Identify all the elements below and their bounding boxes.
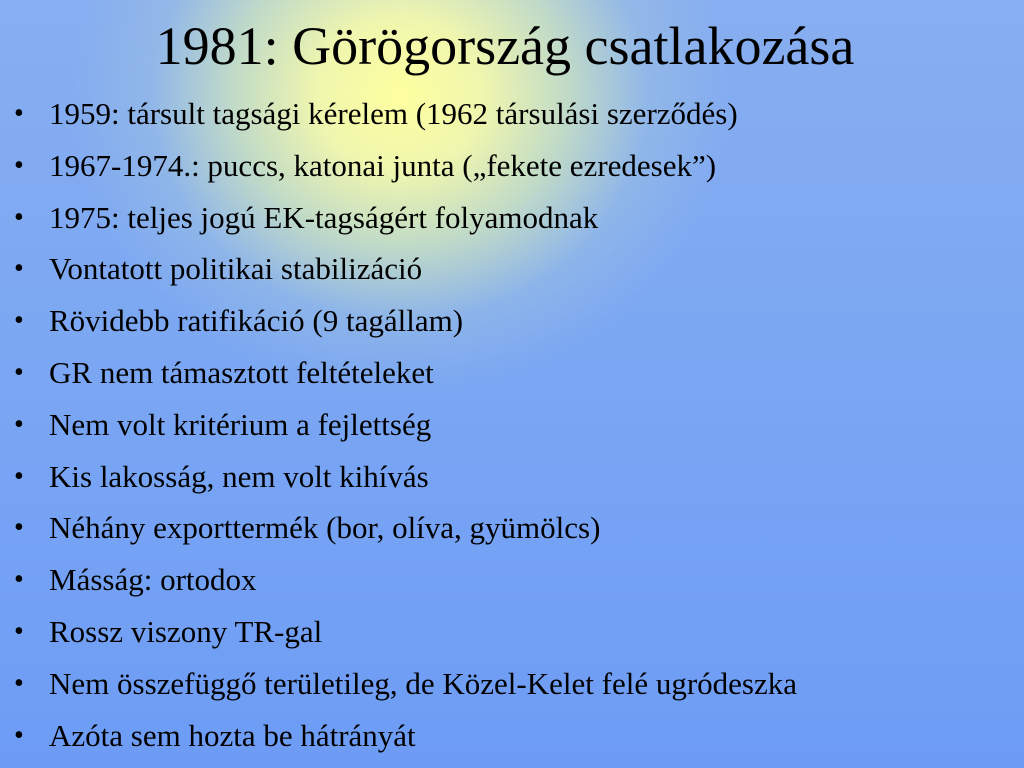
bullet-icon: • — [14, 719, 24, 751]
bullet-text: Rövidebb ratifikáció (9 tagállam) — [49, 303, 464, 339]
bullet-icon: • — [14, 305, 24, 337]
bullet-icon: • — [14, 201, 24, 233]
bullet-text: Vontatott politikai stabilizáció — [49, 251, 423, 287]
bullet-text: Kis lakosság, nem volt kihívás — [49, 458, 429, 494]
slide-title: 1981: Görögország csatlakozása — [155, 16, 855, 76]
bullet-text: Másság: ortodox — [49, 562, 257, 598]
bullet-icon: • — [14, 149, 24, 181]
bullet-icon: • — [14, 98, 24, 129]
bullet-text: Rossz viszony TR-gal — [49, 613, 323, 649]
bullet-text: Néhány exporttermék (bor, olíva, gyümölcs) — [49, 510, 601, 546]
bullet-icon: • — [14, 408, 24, 440]
bullet-text: 1975: teljes jogú EK-tagságért folyamodnak — [49, 199, 599, 235]
bullet-icon: • — [14, 512, 24, 544]
bullet-text: Nem összefüggő területileg, de Közel-Kelet felé ugródeszka — [49, 665, 797, 701]
bullet-text: 1959: társult tagsági kérelem (1962 társulási szerződés) — [49, 96, 738, 131]
bullet-icon: • — [14, 667, 24, 699]
bullet-icon: • — [14, 615, 24, 647]
bullet-icon: • — [14, 356, 24, 388]
bullet-icon: • — [14, 460, 24, 492]
bullet-text: 1967-1974.: puccs, katonai junta („fekete ezredesek”) — [49, 147, 717, 183]
bullet-text: Azóta sem hozta be hátrányát — [49, 717, 416, 753]
bullet-icon: • — [14, 253, 24, 285]
bullet-text: GR nem támasztott feltételeket — [49, 354, 434, 390]
bullet-text: Nem volt kritérium a fejlettség — [49, 406, 432, 442]
bullet-icon: • — [14, 564, 24, 596]
